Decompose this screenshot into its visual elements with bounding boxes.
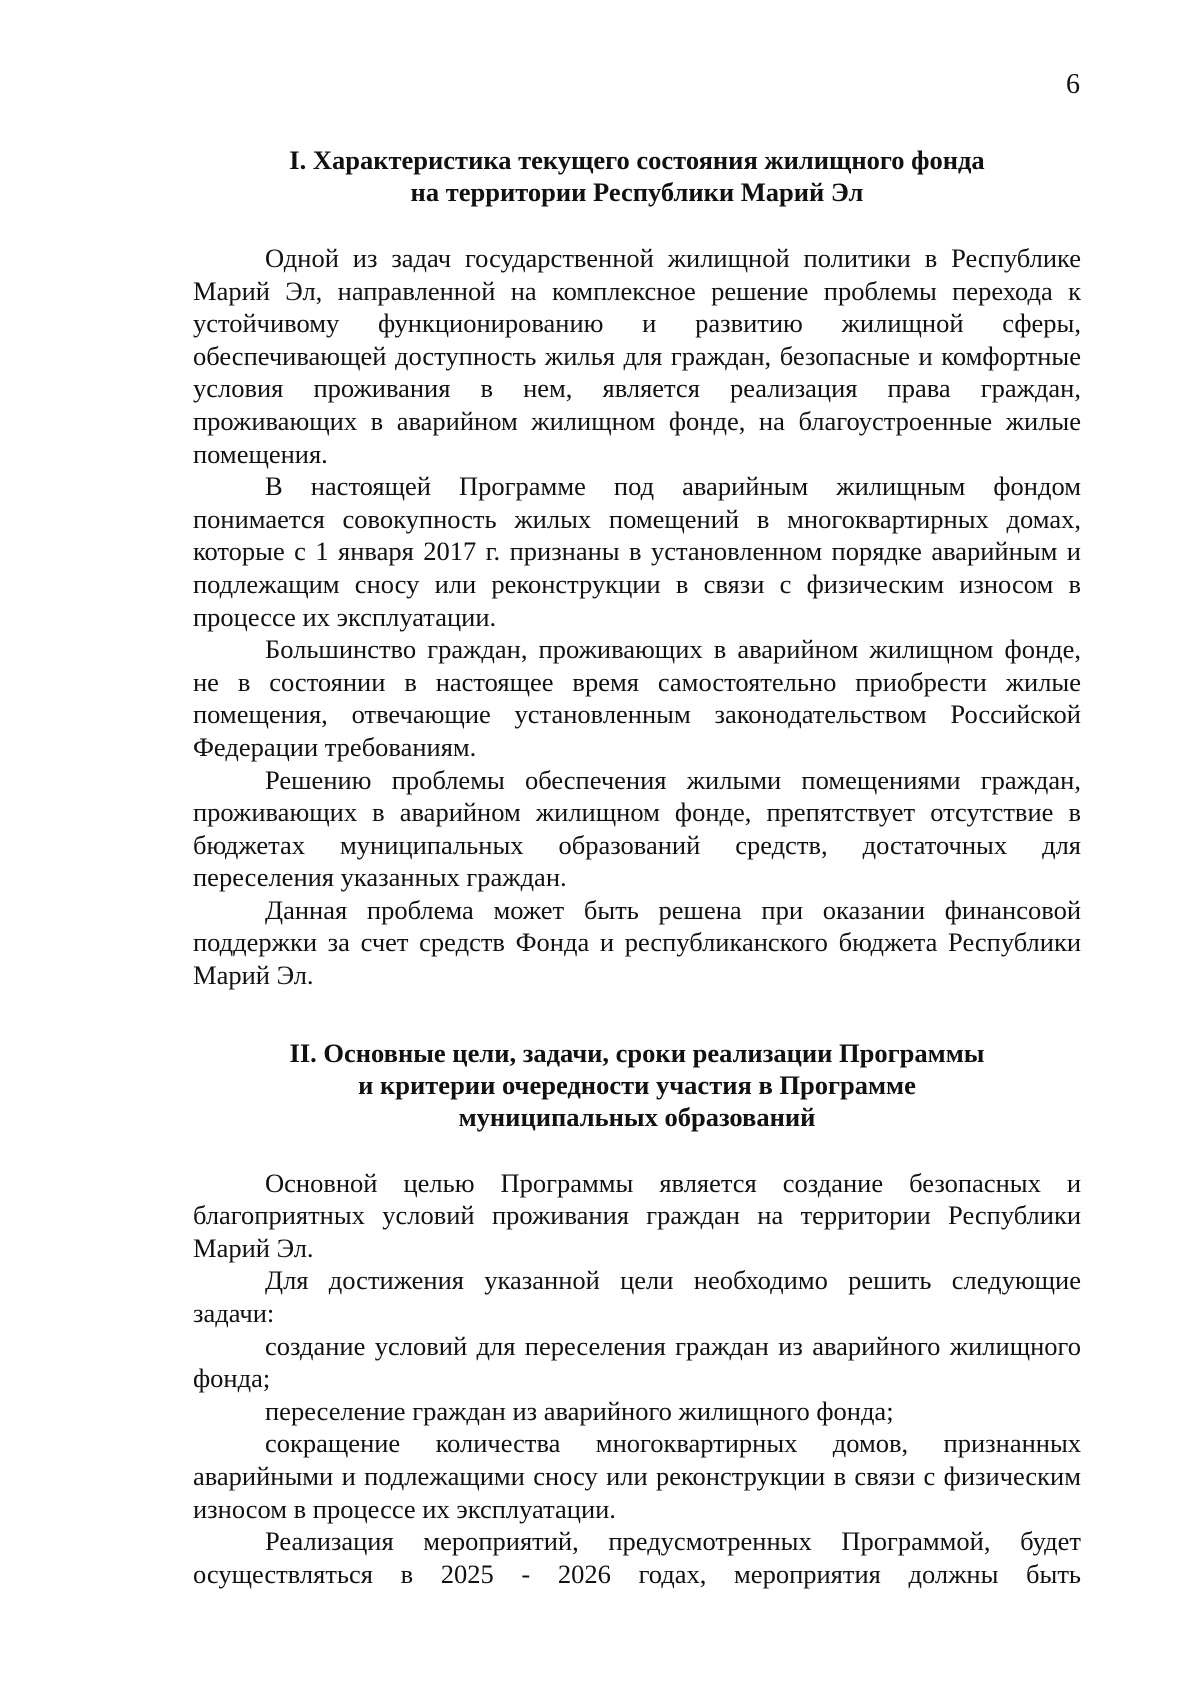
paragraph: Одной из задач государственной жилищной политики в Республике Марий Эл, направленной на комплексное решение проблемы перехода к устойчивому функционированию и развитию жилищной сферы, обеспечивающей доступность жилья для граждан, безопасные и комфортные условия проживания в нем, является реализация права граждан, проживающих в аварийном жилищном фонде, на благоустроенные жилые помещения. bbox=[193, 243, 1081, 469]
paragraph: Большинство граждан, проживающих в аварийном жилищном фонде, не в состоянии в настоящее время самостоятельно приобрести жилые помещения, отвечающие установленным законодательством Российской Федерации требованиям. bbox=[193, 634, 1081, 762]
paragraph: Основной целью Программы является создание безопасных и благоприятных условий проживания граждан на территории Республики Марий Эл. bbox=[193, 1167, 1081, 1263]
section-heading-1-line-2: на территории Республики Марий Эл bbox=[410, 177, 864, 207]
document-body bbox=[193, 144, 1081, 1590]
section-heading-2-line-3: муниципальных образований bbox=[458, 1101, 816, 1132]
paragraph: сокращение количества многоквартирных домов, признанных аварийными и подлежащими сносу или реконструкции в связи с физическим износом в процессе их эксплуатации. bbox=[193, 1428, 1081, 1524]
section-heading-1-line-1: I. Характеристика текущего состояния жилищного фонда bbox=[289, 145, 985, 175]
paragraph: Для достижения указанной цели необходимо решить следующие задачи: bbox=[193, 1265, 1081, 1329]
section-heading-1 bbox=[193, 144, 1081, 208]
paragraph: Данная проблема может быть решена при оказании финансовой поддержки за счет средств Фонда и республиканского бюджета Республики Марий Эл. bbox=[193, 894, 1081, 991]
paragraph: Реализация мероприятий, предусмотренных Программой, будет осуществляться в 2025 - 2026 годах, мероприятия должны быть bbox=[193, 1526, 1081, 1589]
paragraph: В настоящей Программе под аварийным жилищным фондом понимается совокупность жилых помещений в многоквартирных домах, которые с 1 января 2017 г. признаны в установленном порядке аварийным и подлежащим сносу или реконструкции в связи с физическим износом в процессе их эксплуатации. bbox=[193, 471, 1081, 632]
paragraph: переселение граждан из аварийного жилищного фонда; bbox=[265, 1395, 894, 1426]
section-heading-2 bbox=[193, 1037, 1081, 1133]
section-heading-2-line-2: и критерии очередности участия в Программе bbox=[358, 1069, 916, 1100]
page-number: 6 bbox=[1066, 69, 1080, 100]
paragraph: Решению проблемы обеспечения жилыми помещениями граждан, проживающих в аварийном жилищном фонде, препятствует отсутствие в бюджетах муниципальных образований средств, достаточных для переселения указанных граждан. bbox=[193, 764, 1081, 893]
section-heading-2-line-1: II. Основные цели, задачи, сроки реализации Программы bbox=[289, 1037, 985, 1068]
paragraph: создание условий для переселения граждан из аварийного жилищного фонда; bbox=[193, 1330, 1081, 1394]
